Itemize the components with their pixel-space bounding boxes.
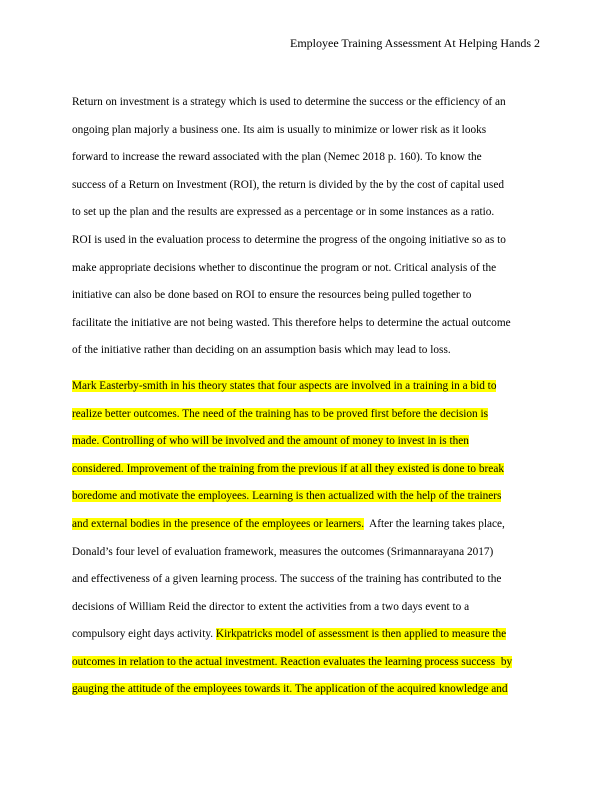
text-line: ongoing plan majorly a business one. Its aim is usually to minimize or lower risk as it looks	[72, 123, 487, 136]
text-line	[72, 621, 542, 649]
text-line	[72, 649, 542, 677]
highlighted-text: realize better outcomes. The need of the training has to be proved first before the decision is	[72, 407, 489, 420]
paragraph-roi	[72, 89, 542, 365]
text-line	[72, 401, 542, 429]
text-line	[72, 373, 542, 401]
plain-text: After the learning takes place,	[364, 517, 505, 530]
paragraph-training-models	[72, 373, 542, 704]
text-line: facilitate the initiative are not being wasted. This therefore helps to determine the actual outcome	[72, 316, 511, 329]
text-line: success of a Return on Investment (ROI), the return is divided by the by the cost of capital used	[72, 178, 504, 191]
highlighted-text: Mark Easterby-smith in his theory states that four aspects are involved in a training in a bid to	[72, 379, 497, 392]
text-line: Donald’s four level of evaluation framework, measures the outcomes (Srimannarayana 2017)	[72, 545, 494, 558]
highlighted-text: gauging the attitude of the employees towards it. The application of the acquired knowledge and	[72, 683, 508, 696]
highlighted-text: Kirkpatricks model of assessment is then applied to measure the	[215, 628, 507, 641]
highlighted-text: made. Controlling of who will be involved and the amount of money to invest in is then	[72, 435, 469, 448]
plain-text: compulsory eight days activity.	[72, 628, 216, 641]
running-head: Employee Training Assessment At Helping Hands 2	[290, 36, 540, 50]
highlighted-text: boredome and motivate the employees. Learning is then actualized with the help of the trainers	[72, 490, 502, 503]
body-text	[72, 89, 542, 704]
text-line: forward to increase the reward associated with the plan (Nemec 2018 p. 160). To know the	[72, 151, 482, 164]
text-line	[72, 428, 542, 456]
text-line: Return on investment is a strategy which is used to determine the success or the efficiency of an	[72, 96, 506, 108]
highlighted-text: considered. Improvement of the training from the previous if at all they existed is done to break	[72, 462, 504, 475]
text-line: and effectiveness of a given learning process. The success of the training has contributed to the	[72, 573, 502, 586]
text-line: of the initiative rather than deciding on an assumption basis which may lead to loss.	[72, 344, 451, 357]
text-line	[72, 511, 542, 539]
text-line	[72, 456, 542, 484]
paragraph-gap	[72, 365, 542, 373]
text-line: to set up the plan and the results are expressed as a percentage or in some instances as a ratio.	[72, 206, 495, 219]
text-line: ROI is used in the evaluation process to determine the progress of the ongoing initiative so as to	[72, 233, 506, 246]
text-line: make appropriate decisions whether to discontinue the program or not. Critical analysis of the	[72, 261, 497, 274]
text-line: initiative can also be done based on ROI to ensure the resources being pulled together to	[72, 289, 472, 302]
text-line: decisions of William Reid the director to extent the activities from a two days event to a	[72, 600, 470, 613]
highlighted-text: outcomes in relation to the actual investment. Reaction evaluates the learning process success by	[72, 655, 513, 668]
highlighted-text: and external bodies in the presence of the employees or learners.	[72, 517, 365, 530]
text-line	[72, 483, 542, 511]
text-line	[72, 676, 542, 704]
